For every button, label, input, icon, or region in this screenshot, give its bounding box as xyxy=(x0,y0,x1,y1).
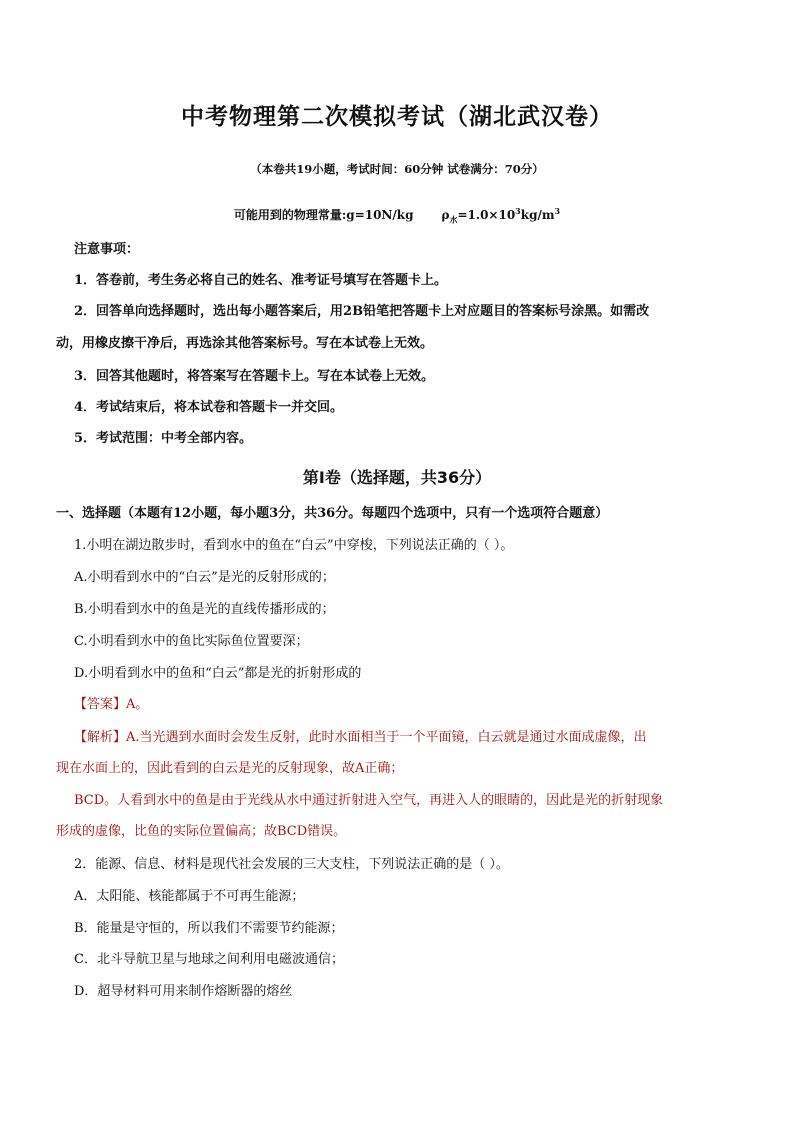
analysis-line: 形成的虚像，比鱼的实际位置偏高；故BCD错误。 xyxy=(56,824,347,839)
analysis-line: 现在水面上的，因此看到的白云是光的反射现象，故A正确； xyxy=(56,761,404,776)
notice-heading: 注意事项： xyxy=(74,242,140,257)
question-1-analysis xyxy=(74,729,724,747)
question-1-answer xyxy=(74,696,724,714)
constant-rho-exponent: 3 xyxy=(515,206,521,216)
notice-item: 1．答卷前，考生务必将自己的姓名、准考证号填写在答题卡上。 xyxy=(74,273,448,288)
notice-item: 3．回答其他题时，将答案写在答题卡上。写在本试卷上无效。 xyxy=(74,369,435,384)
constant-g: g=10N/kg xyxy=(346,208,414,222)
question-1-option-d: D.小明看到水中的鱼和“白云”都是光的折射形成的 xyxy=(74,666,362,681)
analysis-line: BCD。人看到水中的鱼是由于光线从水中通过折射进入空气，再进入人的眼睛的，因此是光的折射现象 xyxy=(74,793,664,808)
question-1-option-a: A.小明看到水中的“白云”是光的反射形成的； xyxy=(74,570,335,585)
analysis-label: 【解析】 xyxy=(74,730,127,745)
answer-value: A。 xyxy=(126,697,149,712)
notice-item: 2．回答单向选择题时，选出每小题答案后，用2B铅笔把答题卡上对应题目的答案标号涂黑。如需改 xyxy=(74,304,650,319)
constants-label: 可能用到的物理常量: xyxy=(233,208,347,222)
constant-rho-symbol: ρ xyxy=(441,208,450,222)
notice-item: 5．考试范围：中考全部内容。 xyxy=(74,431,253,446)
analysis-line: A.当光遇到水面时会发生反射，此时水面相当于一个平面镜，白云就是通过水面成虚像，出 xyxy=(126,730,647,745)
constant-rho-subscript: 水 xyxy=(449,214,458,225)
constant-rho-unit: kg/m xyxy=(520,208,555,222)
notice-item: 4．考试结束后，将本试卷和答题卡一并交回。 xyxy=(74,400,344,415)
section-instructions: 一、选择题（本题有12小题，每小题3分，共36分。每题四个选项中，只有一个选项符合题意） xyxy=(56,506,609,521)
question-2-stem: 2．能源、信息、材料是现代社会发展的三大支柱，下列说法正确的是（ ）。 xyxy=(74,857,509,872)
question-2-option-c: C．北斗导航卫星与地球之间利用电磁波通信； xyxy=(74,952,344,967)
answer-label: 【答案】 xyxy=(74,697,127,712)
exam-subtitle: （本卷共19小题，考试时间：60分钟 试卷满分：70分） xyxy=(250,162,544,176)
constant-rho-unit-exponent: 3 xyxy=(554,206,561,216)
notice-item: 动，用橡皮擦干净后，再选涂其他答案标号。写在本试卷上无效。 xyxy=(56,336,434,351)
exam-title: 中考物理第二次模拟考试（湖北武汉卷） xyxy=(181,104,613,130)
constant-rho-value: =1.0×10 xyxy=(457,208,516,222)
section-title: 第Ⅰ卷（选择题，共36分） xyxy=(302,468,492,487)
question-1-option-c: C.小明看到水中的鱼比实际鱼位置要深； xyxy=(74,634,309,649)
question-2-option-d: D．超导材料可用来制作熔断器的熔丝 xyxy=(74,984,293,999)
question-1-option-b: B.小明看到水中的鱼是光的直线传播形成的； xyxy=(74,602,335,617)
question-2-option-b: B．能量是守恒的，所以我们不需要节约能源； xyxy=(74,921,344,936)
question-2-option-a: A．太阳能、核能都属于不可再生能源； xyxy=(74,889,305,904)
physics-constants xyxy=(0,206,794,225)
question-1-stem: 1.小明在湖边散步时，看到水中的鱼在“白云”中穿梭，下列说法正确的（ ）。 xyxy=(74,538,514,553)
